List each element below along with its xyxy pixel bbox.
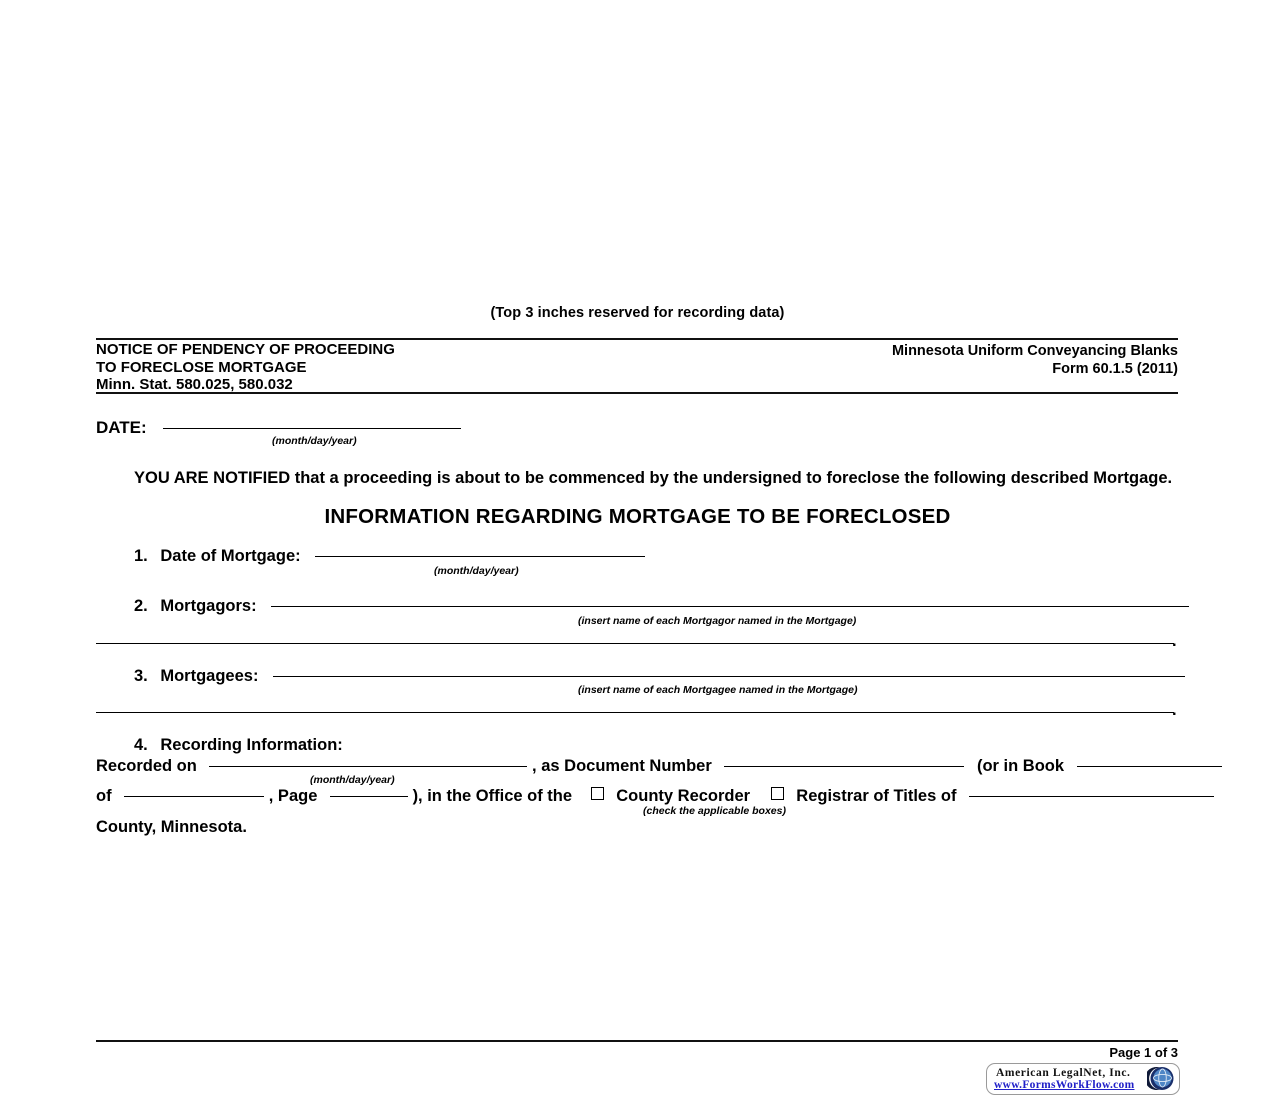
registrar-of-titles-label: Registrar of Titles of: [796, 787, 957, 805]
form-publisher-block: [892, 343, 1178, 378]
item-2-number: 2.: [134, 597, 148, 615]
mortgagors-continuation-input[interactable]: [96, 643, 1174, 644]
item-1-hint: (month/day/year): [434, 565, 519, 577]
item-1-label: Date of Mortgage:: [160, 547, 301, 565]
book-input[interactable]: [1077, 765, 1222, 767]
item-3-hint: (insert name of each Mortgagee named in the Mortgage): [578, 684, 858, 696]
recorded-on-input[interactable]: [209, 765, 527, 767]
document-number-label: , as Document Number: [532, 757, 712, 775]
item-mortgagors: [134, 597, 1189, 616]
header-top-rule: [96, 338, 1178, 340]
recorded-on-label: Recorded on: [96, 757, 197, 775]
recorded-on-hint: (month/day/year): [310, 774, 395, 786]
item-4-label: Recording Information:: [160, 736, 343, 754]
mortgagors-input[interactable]: [271, 605, 1189, 607]
checkbox-county-recorder[interactable]: [591, 787, 604, 800]
publisher-name: Minnesota Uniform Conveyancing Blanks: [891, 343, 1178, 359]
date-of-mortgage-input[interactable]: [315, 555, 645, 557]
item-4-number: 4.: [134, 736, 148, 754]
header-bottom-rule: [96, 392, 1178, 394]
mortgagees-terminator: .: [1172, 701, 1177, 719]
date-label: DATE:: [96, 418, 147, 437]
date-hint: (month/day/year): [272, 435, 357, 447]
county-recorder-label: County Recorder: [616, 787, 751, 805]
page-indicator: Page 1 of 3: [1109, 1045, 1178, 1060]
globe-icon: [1147, 1065, 1175, 1092]
vendor-url-link[interactable]: www.FormsWorkFlow.com: [994, 1079, 1135, 1091]
book-of-input[interactable]: [124, 795, 264, 797]
form-title-line-2: TO FORECLOSE MORTGAGE: [96, 358, 307, 376]
vendor-logo: [986, 1063, 1180, 1095]
page-input[interactable]: [330, 795, 408, 797]
or-in-book-label: (or in Book: [976, 757, 1065, 775]
vendor-company-name: American LegalNet, Inc.: [996, 1067, 1131, 1079]
office-of-the-label: ), in the Office of the: [412, 787, 573, 805]
item-2-hint: (insert name of each Mortgagor named in the Mortgage): [578, 615, 857, 627]
recording-line-1: [96, 757, 1222, 776]
notice-paragraph: YOU ARE NOTIFIED that a proceeding is about to be commenced by the undersigned to foreclose the following described Mortgage.: [134, 469, 1173, 487]
county-minnesota-label: County, Minnesota.: [96, 818, 247, 836]
recording-line-2: [96, 787, 1214, 806]
recording-data-note: (Top 3 inches reserved for recording data): [490, 305, 785, 321]
footer-rule: [96, 1040, 1178, 1042]
form-title-block: [96, 341, 395, 394]
item-date-of-mortgage: [134, 547, 645, 566]
item-recording-information: [134, 736, 343, 755]
registrar-county-input[interactable]: [969, 795, 1214, 797]
checkbox-registrar-of-titles[interactable]: [771, 787, 784, 800]
form-statute-reference: Minn. Stat. 580.025, 580.032: [96, 376, 293, 393]
checkbox-hint: (check the applicable boxes): [643, 805, 786, 817]
date-input[interactable]: [163, 427, 461, 429]
section-title: INFORMATION REGARDING MORTGAGE TO BE FORECLOSED: [324, 505, 951, 528]
book-of-label: of: [96, 787, 112, 805]
recording-line-3: [96, 818, 247, 837]
item-1-number: 1.: [134, 547, 148, 565]
document-number-input[interactable]: [724, 765, 964, 767]
mortgagees-input[interactable]: [273, 675, 1185, 677]
form-title-line-1: NOTICE OF PENDENCY OF PROCEEDING: [96, 341, 395, 358]
form-number: Form 60.1.5 (2011): [1052, 360, 1178, 377]
item-3-label: Mortgagees:: [160, 667, 259, 685]
mortgagors-terminator: .: [1172, 632, 1177, 650]
mortgagees-continuation-input[interactable]: [96, 712, 1174, 713]
item-3-number: 3.: [134, 667, 148, 685]
item-2-label: Mortgagors:: [160, 597, 257, 615]
page-label: , Page: [268, 787, 318, 805]
